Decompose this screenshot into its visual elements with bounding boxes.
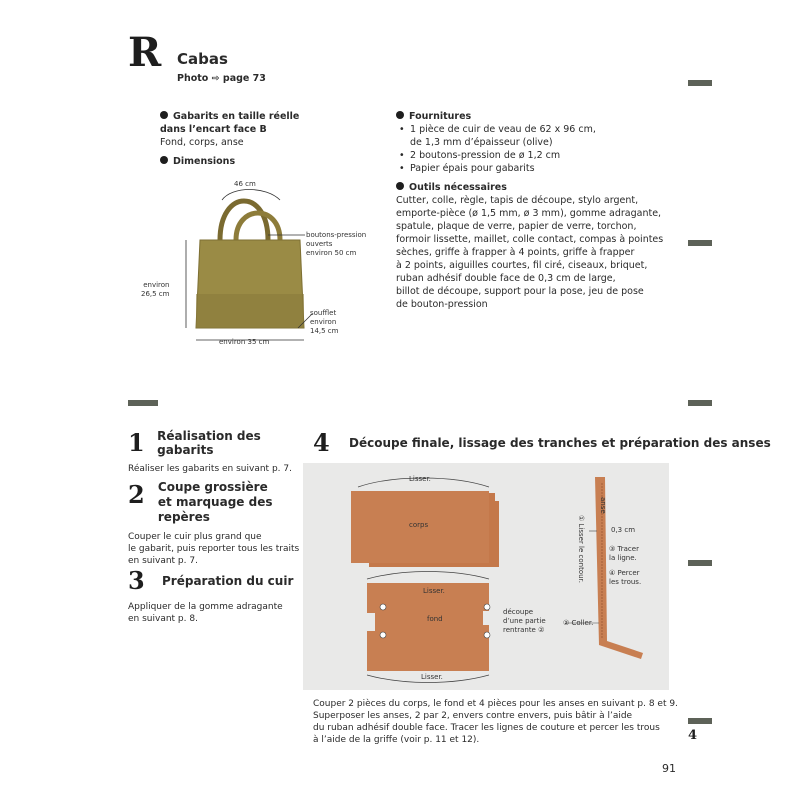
list-item: • 2 boutons-pression de ø 1,2 cm xyxy=(396,149,666,162)
supplies-heading: Fournitures xyxy=(396,110,666,123)
side-tab-number: 4 xyxy=(688,728,698,743)
section-marker xyxy=(128,400,158,406)
photo-label-step4: ④ Percer les trous. xyxy=(609,569,642,586)
photo-label-fond: fond xyxy=(427,615,443,623)
dimension-gusset: soufflet environ 14,5 cm xyxy=(310,309,339,335)
side-marker xyxy=(688,80,712,86)
step-title: Coupe grossière et marquage des repères xyxy=(157,480,273,524)
list-item: • 1 pièce de cuir de veau de 62 x 96 cm, de 1,3 mm d’épaisseur (olive) xyxy=(396,123,666,149)
dimension-top-width: 46 cm xyxy=(234,180,256,188)
photo-ref-prefix: Photo xyxy=(177,73,209,84)
tools-heading: Outils nécessaires xyxy=(396,181,666,194)
photo-label-lisser-bottom: Lisser. xyxy=(421,673,443,681)
photo-label-step3: ③ Tracer la ligne. xyxy=(609,545,639,562)
side-marker xyxy=(688,560,712,566)
bullet-icon xyxy=(160,111,168,119)
photo-label-step2: ② Coller. xyxy=(563,619,594,627)
photo-label-lisser-top: Lisser. xyxy=(409,475,431,483)
templates-section xyxy=(160,110,380,168)
page-title: Cabas xyxy=(177,50,228,68)
arrow-icon: ⇨ xyxy=(211,73,220,84)
step-title: Découpe finale, lissage des tranches et préparation des anses xyxy=(349,435,771,450)
step-title: Réalisation des gabarits xyxy=(157,428,261,457)
step-4-header xyxy=(313,428,771,457)
photo-ref-page: page 73 xyxy=(222,73,266,84)
step-number: 1 xyxy=(128,428,145,457)
dimensions-heading: Dimensions xyxy=(160,155,380,168)
bullet-icon xyxy=(396,111,404,119)
photo-label-anse: anse xyxy=(599,497,607,514)
list-item: • Papier épais pour gabarits xyxy=(396,162,666,175)
tools-text: Cutter, colle, règle, tapis de découpe, stylo argent, emporte-pièce (ø 1,5 mm, ø 3 mm), gomme adragante, spatule, plaque de verre, papier de verre, torchon, formoir lissette, maillet, colle contact, compas à pointes sèches, griffe à frapper à 4 points, griffe à frapper à 2 points, aiguilles courtes, fil ciré, ciseaux, briquet, ruban adhésif double face de 0,3 cm de large, billot de découpe, support pour la pose, jeu de pose de bouton-pression xyxy=(396,195,664,310)
step-title: Préparation du cuir xyxy=(162,573,294,588)
dimension-height: environ 26,5 cm xyxy=(141,281,170,298)
dimension-bottom-width: environ 35 cm xyxy=(219,338,270,346)
side-marker xyxy=(688,240,712,246)
step-number: 4 xyxy=(313,428,330,457)
templates-heading: Gabarits en taille réelle xyxy=(160,110,380,123)
bullet-icon xyxy=(396,182,404,190)
step-3 xyxy=(128,566,308,625)
page-number: 91 xyxy=(662,762,676,775)
photo-label-corps: corps xyxy=(409,521,429,529)
supplies-list xyxy=(396,123,666,175)
photo-label-lisser-mid: Lisser. xyxy=(423,587,445,595)
step-2 xyxy=(128,480,308,567)
templates-heading-line2: dans l’encart face B xyxy=(160,124,267,135)
step-number: 2 xyxy=(128,480,145,509)
side-marker xyxy=(688,400,712,406)
bullet-icon xyxy=(160,156,168,164)
chapter-letter: R xyxy=(128,29,162,76)
step-4-body: Couper 2 pièces du corps, le fond et 4 pièces pour les anses en suivant p. 8 et 9. Superposer les anses, 2 par 2, envers contre envers, puis bâtir à l’aide du ruban adhésif double face. Tracer les lignes de couture et percer les trous à l’aide de la griffe (voir p. 11 et 12). xyxy=(313,699,678,745)
photo-label-step1: ① Lisser le contour. xyxy=(577,515,585,584)
photo-reference xyxy=(177,73,266,84)
templates-text: Fond, corps, anse xyxy=(160,137,244,148)
leather-pieces-photo xyxy=(303,463,669,690)
step-number: 3 xyxy=(128,566,145,595)
step-body: Réaliser les gabarits en suivant p. 7. xyxy=(128,464,292,474)
step-1 xyxy=(128,428,298,476)
dimension-snaps: boutons-pression ouverts environ 50 cm xyxy=(306,231,367,257)
side-marker xyxy=(688,718,712,724)
photo-label-measure: 0,3 cm xyxy=(611,526,636,534)
step-body: Couper le cuir plus grand que le gabarit, puis reporter tous les traits en suivant p. 7. xyxy=(128,532,300,566)
photo-label-decoupe: découpe d’une partie rentrante ② xyxy=(503,608,546,634)
step-body: Appliquer de la gomme adragante en suivant p. 8. xyxy=(128,602,283,624)
bag-dimension-diagram xyxy=(140,178,380,350)
supplies-section xyxy=(396,110,666,311)
